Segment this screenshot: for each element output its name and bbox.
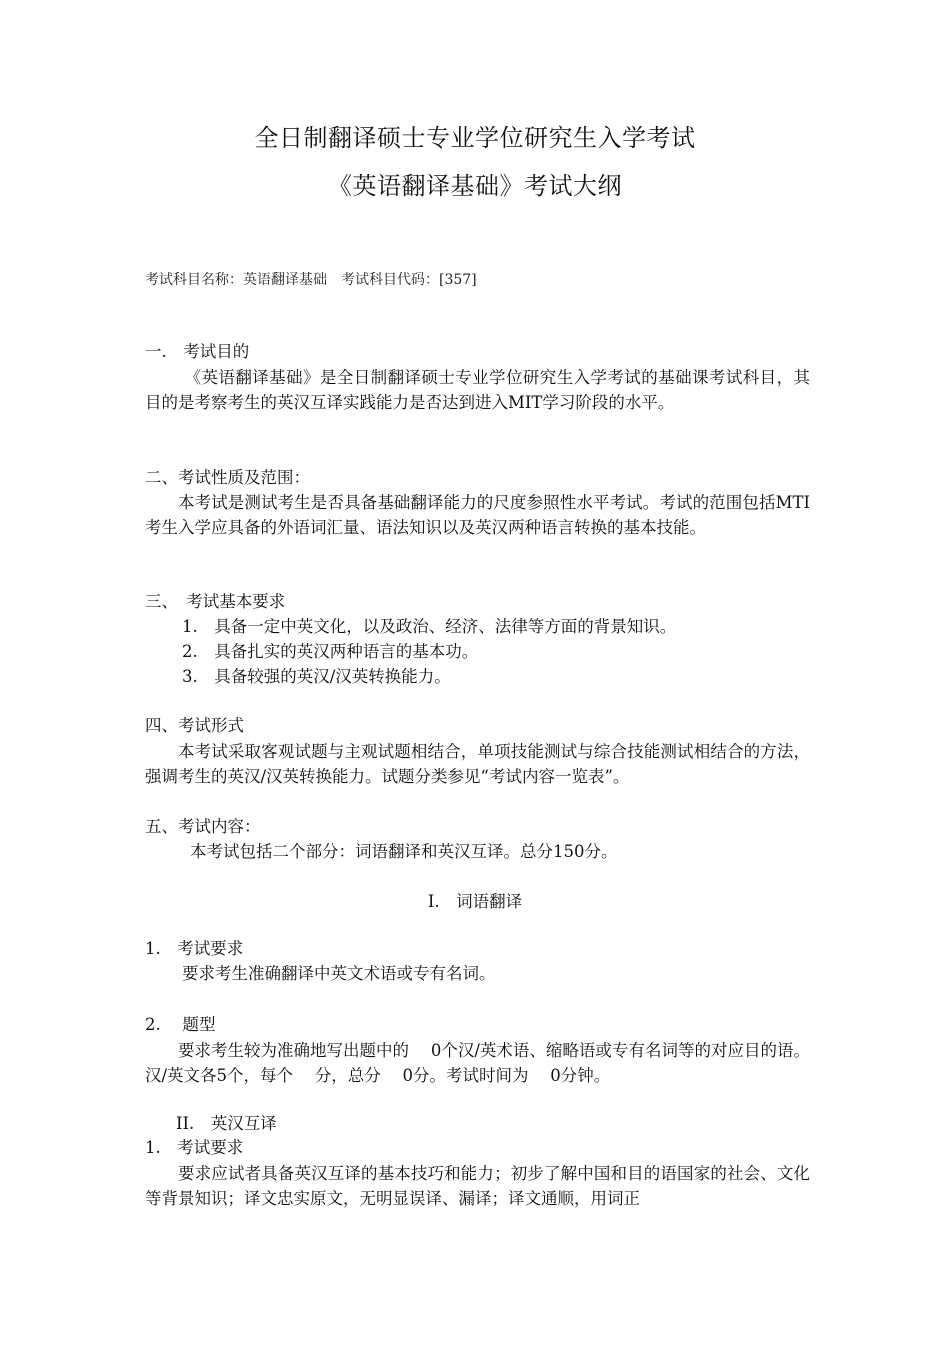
list-item: 2. 具备扎实的英汉两种语言的基本功。: [182, 642, 479, 661]
section-heading-requirements: 三、 考试基本要求: [145, 592, 286, 611]
part1-type-heading: 2. 题型: [145, 1015, 216, 1034]
section-heading-content: 五、考试内容：: [145, 817, 261, 836]
section-heading-purpose: 一. 考试目的: [145, 342, 250, 361]
section-heading-format: 四、考试形式: [145, 716, 244, 735]
list-item: 3. 具备较强的英汉/汉英转换能力。: [182, 667, 451, 686]
section-body-content: 本考试包括二个部分：词语翻译和英汉互译。总分150分。: [190, 842, 618, 861]
document-title: 全日制翻译硕士专业学位研究生入学考试: [254, 124, 696, 152]
section-body-format: 本考试采取客观试题与主观试题相结合，单项技能测试与综合技能测试相结合的方法，强调考生的英汉/汉英转换能力。试题分类参见“考试内容一览表”。: [145, 742, 810, 786]
part1-req-heading: 1. 考试要求: [145, 939, 244, 958]
part1-type-body: 要求考生较为准确地写出题中的 0个汉/英术语、缩略语或专有名词等的对应目的语。汉/英文各5个，每个 分，总分 0分。考试时间为 0分钟。: [145, 1041, 810, 1085]
list-item: 1. 具备一定中英文化，以及政治、经济、法律等方面的背景知识。: [182, 617, 677, 636]
exam-subject-meta: 考试科目名称：英语翻译基础 考试科目代码：[357]: [145, 272, 477, 288]
part2-req-body: 要求应试者具备英汉互译的基本技巧和能力；初步了解中国和目的语国家的社会、文化等背景知识；译文忠实原文，无明显误译、漏译；译文通顺，用词正: [145, 1164, 810, 1208]
part1-req-body: 要求考生准确翻译中英文术语或专有名词。: [182, 964, 496, 983]
section-body-scope: 本考试是测试考生是否具备基础翻译能力的尺度参照性水平考试。考试的范围包括MTI考生入学应具备的外语词汇量、语法知识以及英汉两种语言转换的基本技能。: [145, 493, 810, 537]
section-body-purpose: 《英语翻译基础》是全日制翻译硕士专业学位研究生入学考试的基础课考试科目，其目的是考察考生的英汉互译实践能力是否达到进入MIT学习阶段的水平。: [145, 368, 810, 412]
document-subtitle: 《英语翻译基础》考试大纲: [328, 172, 622, 200]
part-heading-translation: II. 英汉互译: [176, 1114, 277, 1133]
part2-req-heading: 1. 考试要求: [145, 1138, 244, 1157]
section-heading-scope: 二、考试性质及范围：: [145, 468, 310, 487]
part-heading-word-translation: I. 词语翻译: [427, 892, 523, 911]
